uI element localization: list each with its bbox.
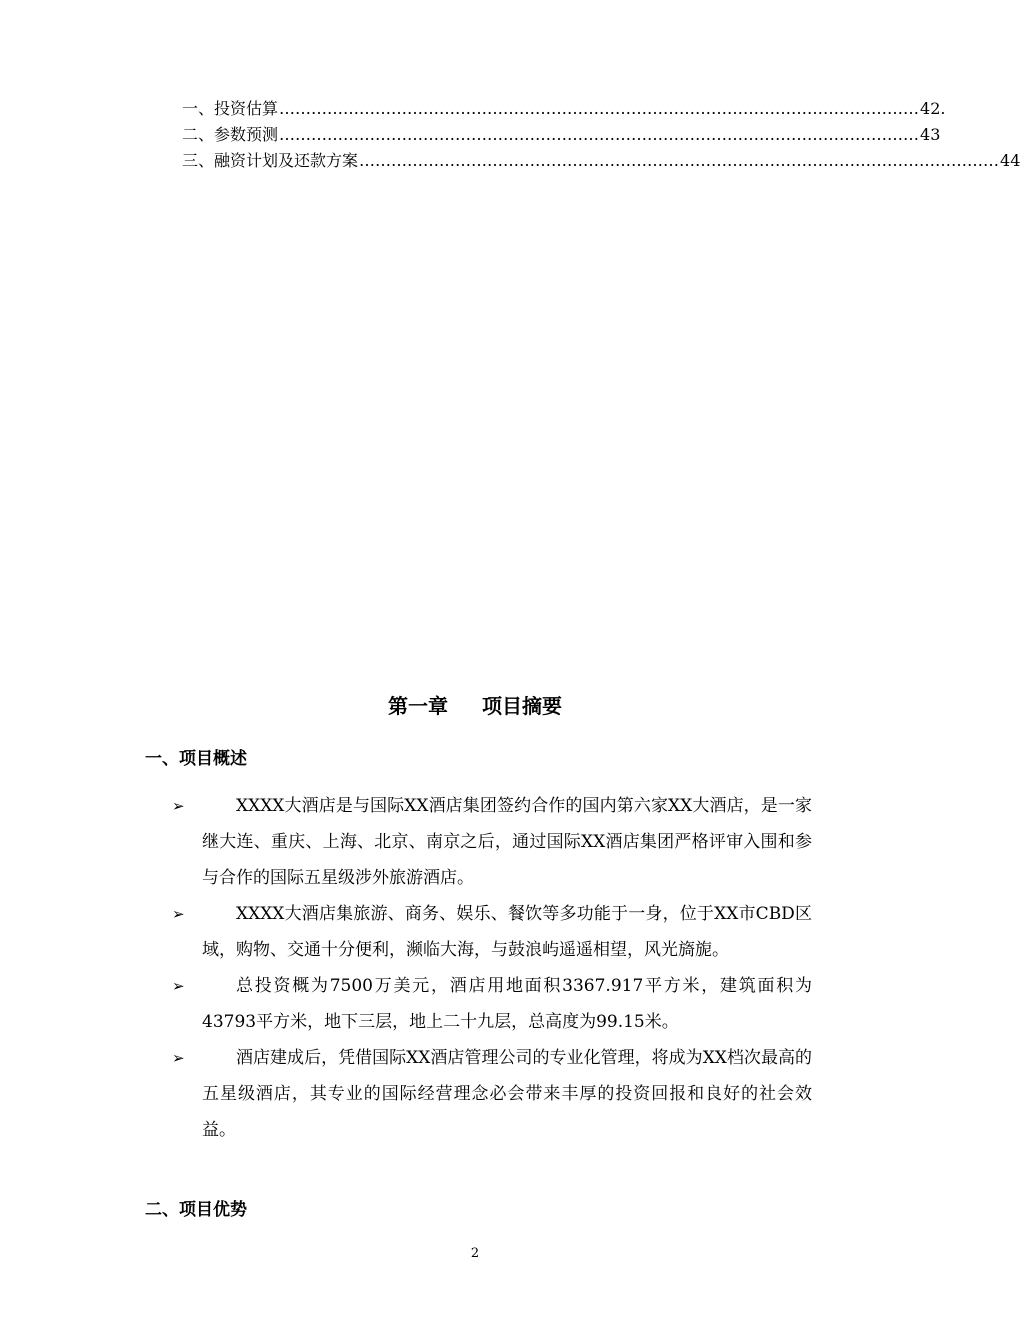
chapter-heading (0, 690, 950, 719)
list-item (172, 788, 812, 896)
arrow-bullet-icon: ➢ (172, 1049, 185, 1067)
toc-leader-dots: ………………………………………………………………………………………………………… (279, 99, 920, 118)
section-heading-advantages: 二、项目优势 (145, 1200, 247, 1220)
section-heading-overview: 一、项目概述 (145, 749, 247, 769)
list-item-text: XXXX大酒店是与国际XX酒店集团签约合作的国内第六家XX大酒店，是一家继大连、重庆、上海、北京、南京之后，通过国际XX酒店集团严格评审入围和参与合作的国际五星级涉外旅游酒店。 (202, 796, 812, 888)
list-item-text: XXXX大酒店集旅游、商务、娱乐、餐饮等多功能于一身，位于XX市CBD区域，购物、交通十分便利，濒临大海，与鼓浪屿遥遥相望，风光旖旎。 (202, 904, 812, 960)
page-number: 2 (470, 1246, 480, 1261)
toc-entry-page: 44 (1000, 151, 1021, 170)
toc-entry-page: 43 (920, 125, 941, 144)
list-item-text: 总投资概为7500万美元，酒店用地面积3367.917平方米，建筑面积为43793平方米，地下三层，地上二十九层，总高度为99.15米。 (202, 976, 812, 1032)
toc-entry[interactable] (182, 96, 946, 122)
toc-entry[interactable] (182, 148, 1021, 174)
list-item (172, 896, 812, 968)
arrow-bullet-icon: ➢ (172, 977, 185, 995)
overview-bullet-list (172, 788, 812, 1148)
toc-entry-title: 三、融资计划及还款方案 (182, 151, 359, 170)
toc-leader-dots: ………………………………………………………………………………………………………… (359, 151, 1000, 170)
toc-entry[interactable] (182, 122, 941, 148)
arrow-bullet-icon: ➢ (172, 797, 185, 815)
arrow-bullet-icon: ➢ (172, 905, 185, 923)
toc-entry-title: 一、投资估算 (182, 99, 279, 118)
list-item-text: 酒店建成后，凭借国际XX酒店管理公司的专业化管理，将成为XX档次最高的五星级酒店，其专业的国际经营理念必会带来丰厚的投资回报和良好的社会效益。 (202, 1048, 812, 1140)
toc-leader-dots: ………………………………………………………………………………………………………… (279, 125, 920, 144)
chapter-number: 第一章 (388, 694, 448, 718)
toc-entry-page: 42. (920, 99, 946, 118)
list-item (172, 968, 812, 1040)
list-item (172, 1040, 812, 1148)
toc-entry-title: 二、参数预测 (182, 125, 279, 144)
table-of-contents (182, 96, 1021, 174)
chapter-title: 项目摘要 (482, 694, 562, 718)
